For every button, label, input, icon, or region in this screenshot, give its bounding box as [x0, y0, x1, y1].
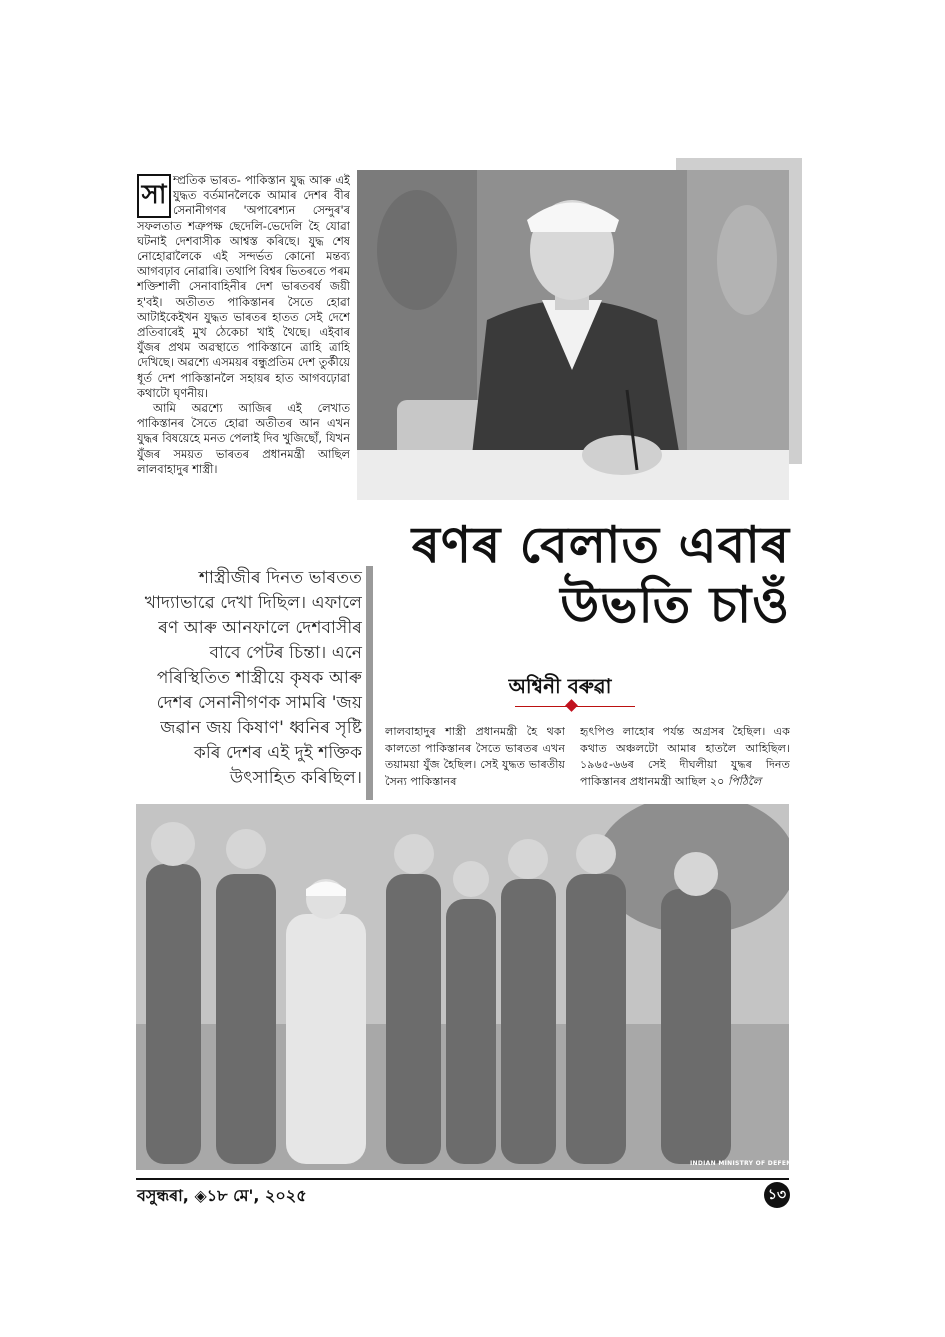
intro-paragraph-1-text: ম্প্ৰতিক ভাৰত- পাকিস্তান যুদ্ধ আৰু এই যুদ্ধত বৰ্তমানলৈকে আমাৰ দেশৰ বীৰ সেনানীগণৰ 'অপাৰেশ্যন সেন্দুৰ'ৰ সফলতাত শত্ৰুপক্ষ ছেদেলি-ভেদেলি হৈ যোৱা ঘটনাই দেশবাসীক আশ্বস্ত কৰিছে। যুদ্ধ শেষ নোহোৱালৈকে এই সন্দৰ্ভত কোনো মন্তব্য আগবঢ়াব নোৱাৰি। তথাপি বিশ্বৰ ভিতৰতে পৰম শক্তিশালী সেনাবাহিনীৰ দেশ ভাৰতবৰ্ষ জয়ী হ'বই। অতীতত পাকিস্তানৰ সৈতে হোৱা আটাইকেইখন যুদ্ধত ভাৰতৰ হাতত সেই দেশে প্ৰতিবাৰেই মুখ ঠেকেচা খাই থৈছে। এইবাৰ যুঁজৰ প্ৰথম অৱস্থাতে পাকিস্তানে ত্ৰাহি ত্ৰাহি দেখিছে। অৱশ্যে এসময়ৰ বন্ধুপ্ৰতিম দেশ তুৰ্কীয়ে ধূৰ্ত দেশ পাকিস্তানলৈ সহায়ৰ হাত আগবঢ়োৱা কথাটো ঘৃণনীয়।	[137, 173, 350, 400]
article-headline	[360, 515, 790, 635]
drop-cap-spacer	[137, 173, 173, 215]
headline-line-2: উভতি চাওঁ	[560, 576, 790, 634]
drop-cap: সা	[137, 174, 171, 218]
portrait-illustration	[357, 170, 789, 500]
page-number: ১৩	[764, 1182, 790, 1208]
body-column-2	[580, 724, 790, 804]
continued-note: পিঠিলৈ	[728, 774, 762, 788]
headline-line-1: ৰণৰ বেলাত এবাৰ	[411, 516, 790, 574]
author-byline: অশ্বিনী বৰুৱা	[508, 674, 612, 698]
footer-magazine-date: বসুন্ধৰা, ◈১৮ মে', ২০২৫	[137, 1186, 307, 1205]
body-column-1: লালবাহাদুৰ শাস্ত্ৰী প্ৰধানমন্ত্ৰী হৈ থকা কালতো পাকিস্তানৰ সৈতে ভাৰতৰ এখন তয়াময়া যুঁজ হৈছিল। সেই যুদ্ধত ভাৰতীয় সৈন্য পাকিস্তানৰ	[385, 725, 565, 788]
intro-paragraph-1	[137, 173, 350, 401]
photo-credit: INDIAN MINISTRY OF DEFENCE	[690, 1160, 801, 1167]
pull-quote-bar	[366, 566, 373, 800]
pull-quote: শাস্ত্ৰীজীৰ দিনত ভাৰতত খাদ্যাভাৱে দেখা দিছিল। এফালে ৰণ আৰু আনফালে দেশবাসীৰ বাবে পেটৰ চিন্তা। এনে পৰিস্থিতিত শাস্ত্ৰীয়ে কৃষক আৰু দেশৰ সেনানীগণক সামৰি 'জয় জৱান জয় কিষাণ' ধ্বনিৰ সৃষ্টি কৰি দেশৰ এই দুই শক্তিক উৎসাহিত কৰিছিল।	[144, 568, 362, 788]
group-photo	[136, 804, 789, 1170]
intro-paragraph-2: আমি অৱশ্যে আজিৰ এই লেখাত পাকিস্তানৰ সৈতে হোৱা অতীতৰ আন এখন যুদ্ধৰ বিষয়েহে মনত পেলাই দিব খুজিছোঁ, যিখন যুঁজৰ সময়ত ভাৰতৰ প্ৰধানমন্ত্ৰী আছিল লালবাহাদুৰ শাস্ত্ৰী।	[137, 401, 350, 476]
intro-column	[137, 173, 350, 553]
body-column-2-text: হৃৎপিণ্ড লাহোৰ পৰ্যন্ত অগ্ৰসৰ হৈছিল। এক কথাত অঞ্চলটো আমাৰ হাতলৈ আহিছিল। ১৯৬৫-৬৬ৰ সেই দীঘলীয়া যুদ্ধৰ দিনত পাকিস্তানৰ প্ৰধানমন্ত্ৰী আছিল ২০	[580, 725, 790, 788]
portrait-photo	[357, 170, 789, 500]
group-photo-illustration	[136, 804, 789, 1170]
footer-rule	[136, 1178, 789, 1180]
